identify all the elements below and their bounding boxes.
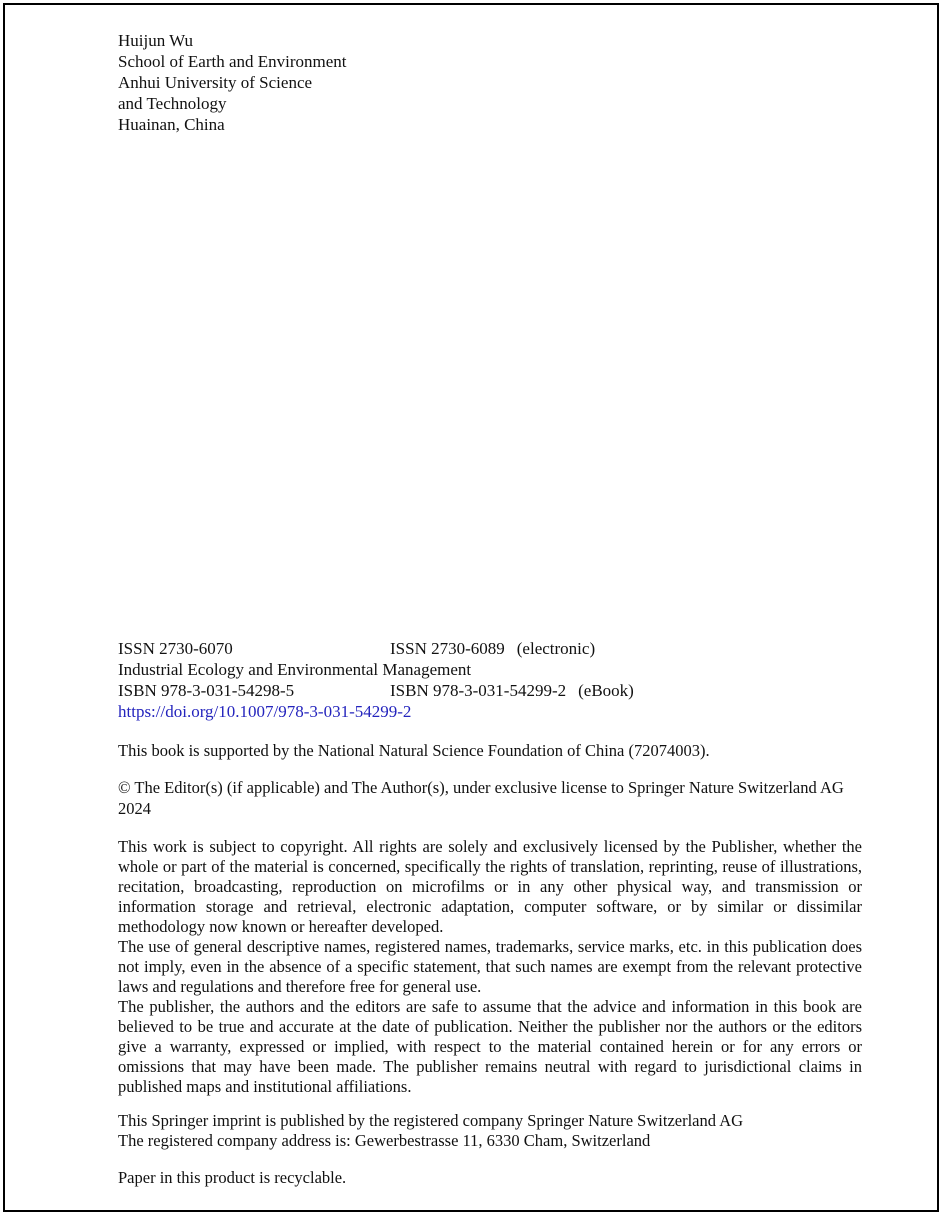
legal-paragraph-disclaimer: The publisher, the authors and the editors are safe to assume that the advice and information in this book are believed to be true and accurate at the date of publication. Neither the publisher nor the authors or the editors give a warranty, expressed or implied, with respect to the material contained herein or for any errors or omissions that may have been made. The publisher remains neutral with regard to jurisdictional claims in published maps and institutional affiliations. xyxy=(118,997,862,1096)
doi-row xyxy=(118,701,862,722)
imprint-block xyxy=(118,1111,862,1151)
doi-link[interactable]: https://doi.org/10.1007/978-3-031-54299-2 xyxy=(118,702,412,721)
author-affiliation-line: Huainan, China xyxy=(118,115,225,134)
imprint-company-line: This Springer imprint is published by the registered company Springer Nature Switzerland AG xyxy=(118,1111,744,1130)
issn-electronic-note: (electronic) xyxy=(516,639,596,658)
isbn-row xyxy=(118,680,862,701)
issn-isbn-block xyxy=(118,638,862,722)
series-title: Industrial Ecology and Environmental Management xyxy=(118,660,472,679)
copyright-statement: © The Editor(s) (if applicable) and The Author(s), under exclusive license to Springer Nature Switzerland AG 2024 xyxy=(118,778,844,818)
issn-electronic: ISSN 2730-6089 (electronic) xyxy=(390,639,596,658)
legal-notice-block xyxy=(118,837,862,1097)
isbn-ebook: ISBN 978-3-031-54299-2 (eBook) xyxy=(390,681,634,700)
author-affiliation-line: Anhui University of Science xyxy=(118,73,313,92)
recyclable-note: Paper in this product is recyclable. xyxy=(118,1168,347,1187)
funding-note: This book is supported by the National Natural Science Foundation of China (72074003). xyxy=(118,741,710,760)
isbn-ebook-note: (eBook) xyxy=(578,681,634,700)
isbn-print: ISBN 978-3-031-54298-5 xyxy=(118,681,295,700)
author-name: Huijun Wu xyxy=(118,31,194,50)
author-affiliation-block xyxy=(118,30,862,135)
issn-print: ISSN 2730-6070 xyxy=(118,639,233,658)
imprint-address-line: The registered company address is: Gewerbestrasse 11, 6330 Cham, Switzerland xyxy=(118,1131,651,1150)
legal-paragraph-trademarks: The use of general descriptive names, registered names, trademarks, service marks, etc. in this publication does not imply, even in the absence of a specific statement, that such names are exempt from the relevant protective laws and regulations and therefore free for general use. xyxy=(118,937,862,996)
author-affiliation-line: School of Earth and Environment xyxy=(118,52,347,71)
issn-row xyxy=(118,638,862,659)
legal-paragraph-rights: This work is subject to copyright. All rights are solely and exclusively licensed by the Publisher, whether the whole or part of the material is concerned, specifically the rights of translation, reprinting, reuse of illustrations, recitation, broadcasting, reproduction on microfilms or in any other physical way, and transmission or information storage and retrieval, electronic adaptation, computer software, or by similar or dissimilar methodology now known or hereafter developed. xyxy=(118,837,862,936)
author-affiliation-line: and Technology xyxy=(118,94,227,113)
page-content xyxy=(118,0,862,1188)
